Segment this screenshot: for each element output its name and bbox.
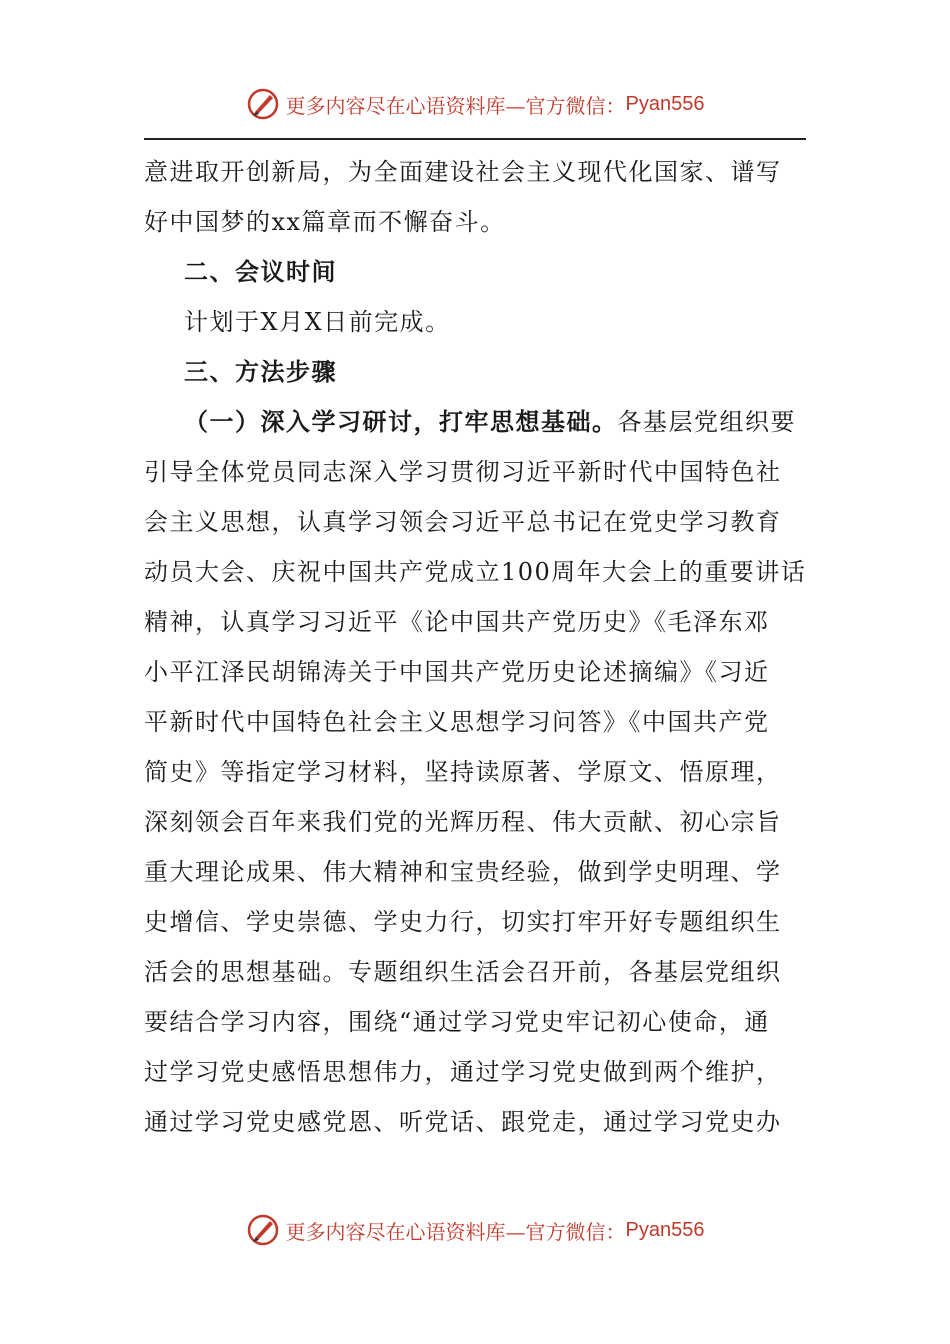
- paragraph-line: 简史》等指定学习材料，坚持读原著、学原文、悟原理，: [144, 758, 782, 786]
- paragraph-line: 计划于X月X日前完成。: [184, 308, 451, 336]
- paragraph-line: 小平江泽民胡锦涛关于中国共产党历史论述摘编》《习近: [144, 658, 770, 686]
- paragraph-line: 通过学习党史感党恩、听党话、跟党走，通过学习党史办: [144, 1108, 782, 1136]
- header-banner: [0, 84, 950, 124]
- section-heading-method-steps: 三、方法步骤: [184, 357, 337, 386]
- paragraph-line: 引导全体党员同志深入学习贯彻习近平新时代中国特色社: [144, 458, 782, 486]
- paragraph-line: [144, 397, 806, 447]
- footer-brand-text: 更多内容尽在心语资料库—: [285, 1219, 526, 1244]
- footer-wechat-id: Pyan556: [625, 1218, 705, 1241]
- header-wechat-id: Pyan556: [625, 92, 705, 115]
- paragraph-line: 过学习党史感悟思想伟力，通过学习党史做到两个维护，: [144, 1058, 782, 1086]
- pen-logo-icon: [246, 1213, 280, 1247]
- header-wechat-label: 官方微信：: [525, 93, 626, 118]
- header-brand-text: 更多内容尽在心语资料库—: [285, 93, 526, 118]
- header-divider: [144, 138, 806, 140]
- paragraph-text: 各基层党组织要: [617, 408, 796, 436]
- paragraph-line: 要结合学习内容，围绕“通过学习党史牢记初心使命，通: [144, 1008, 770, 1036]
- pen-logo-icon: [246, 87, 280, 121]
- paragraph-line: 史增信、学史崇德、学史力行，切实打牢开好专题组织生: [144, 908, 782, 936]
- document-body: [144, 147, 806, 1147]
- subsection-title: （一）深入学习研讨，打牢思想基础。: [184, 407, 618, 436]
- footer-wechat-label: 官方微信：: [525, 1219, 626, 1244]
- section-heading-meeting-time: 二、会议时间: [184, 257, 337, 286]
- paragraph-line: 重大理论成果、伟大精神和宝贵经验，做到学史明理、学: [144, 858, 782, 886]
- paragraph-line: 精神，认真学习习近平《论中国共产党历史》《毛泽东邓: [144, 608, 770, 636]
- paragraph-line: 活会的思想基础。专题组织生活会召开前，各基层党组织: [144, 958, 782, 986]
- paragraph-line: 好中国梦的xx篇章而不懈奋斗。: [144, 208, 506, 236]
- footer-banner: [0, 1210, 950, 1250]
- paragraph-line: 深刻领会百年来我们党的光辉历程、伟大贡献、初心宗旨: [144, 808, 782, 836]
- paragraph-line: 会主义思想，认真学习领会习近平总书记在党史学习教育: [144, 508, 782, 536]
- paragraph-line: 平新时代中国特色社会主义思想学习问答》《中国共产党: [144, 708, 770, 736]
- paragraph-line: 动员大会、庆祝中国共产党成立100周年大会上的重要讲话: [144, 558, 806, 586]
- paragraph-line: 意进取开创新局，为全面建设社会主义现代化国家、谱写: [144, 158, 782, 186]
